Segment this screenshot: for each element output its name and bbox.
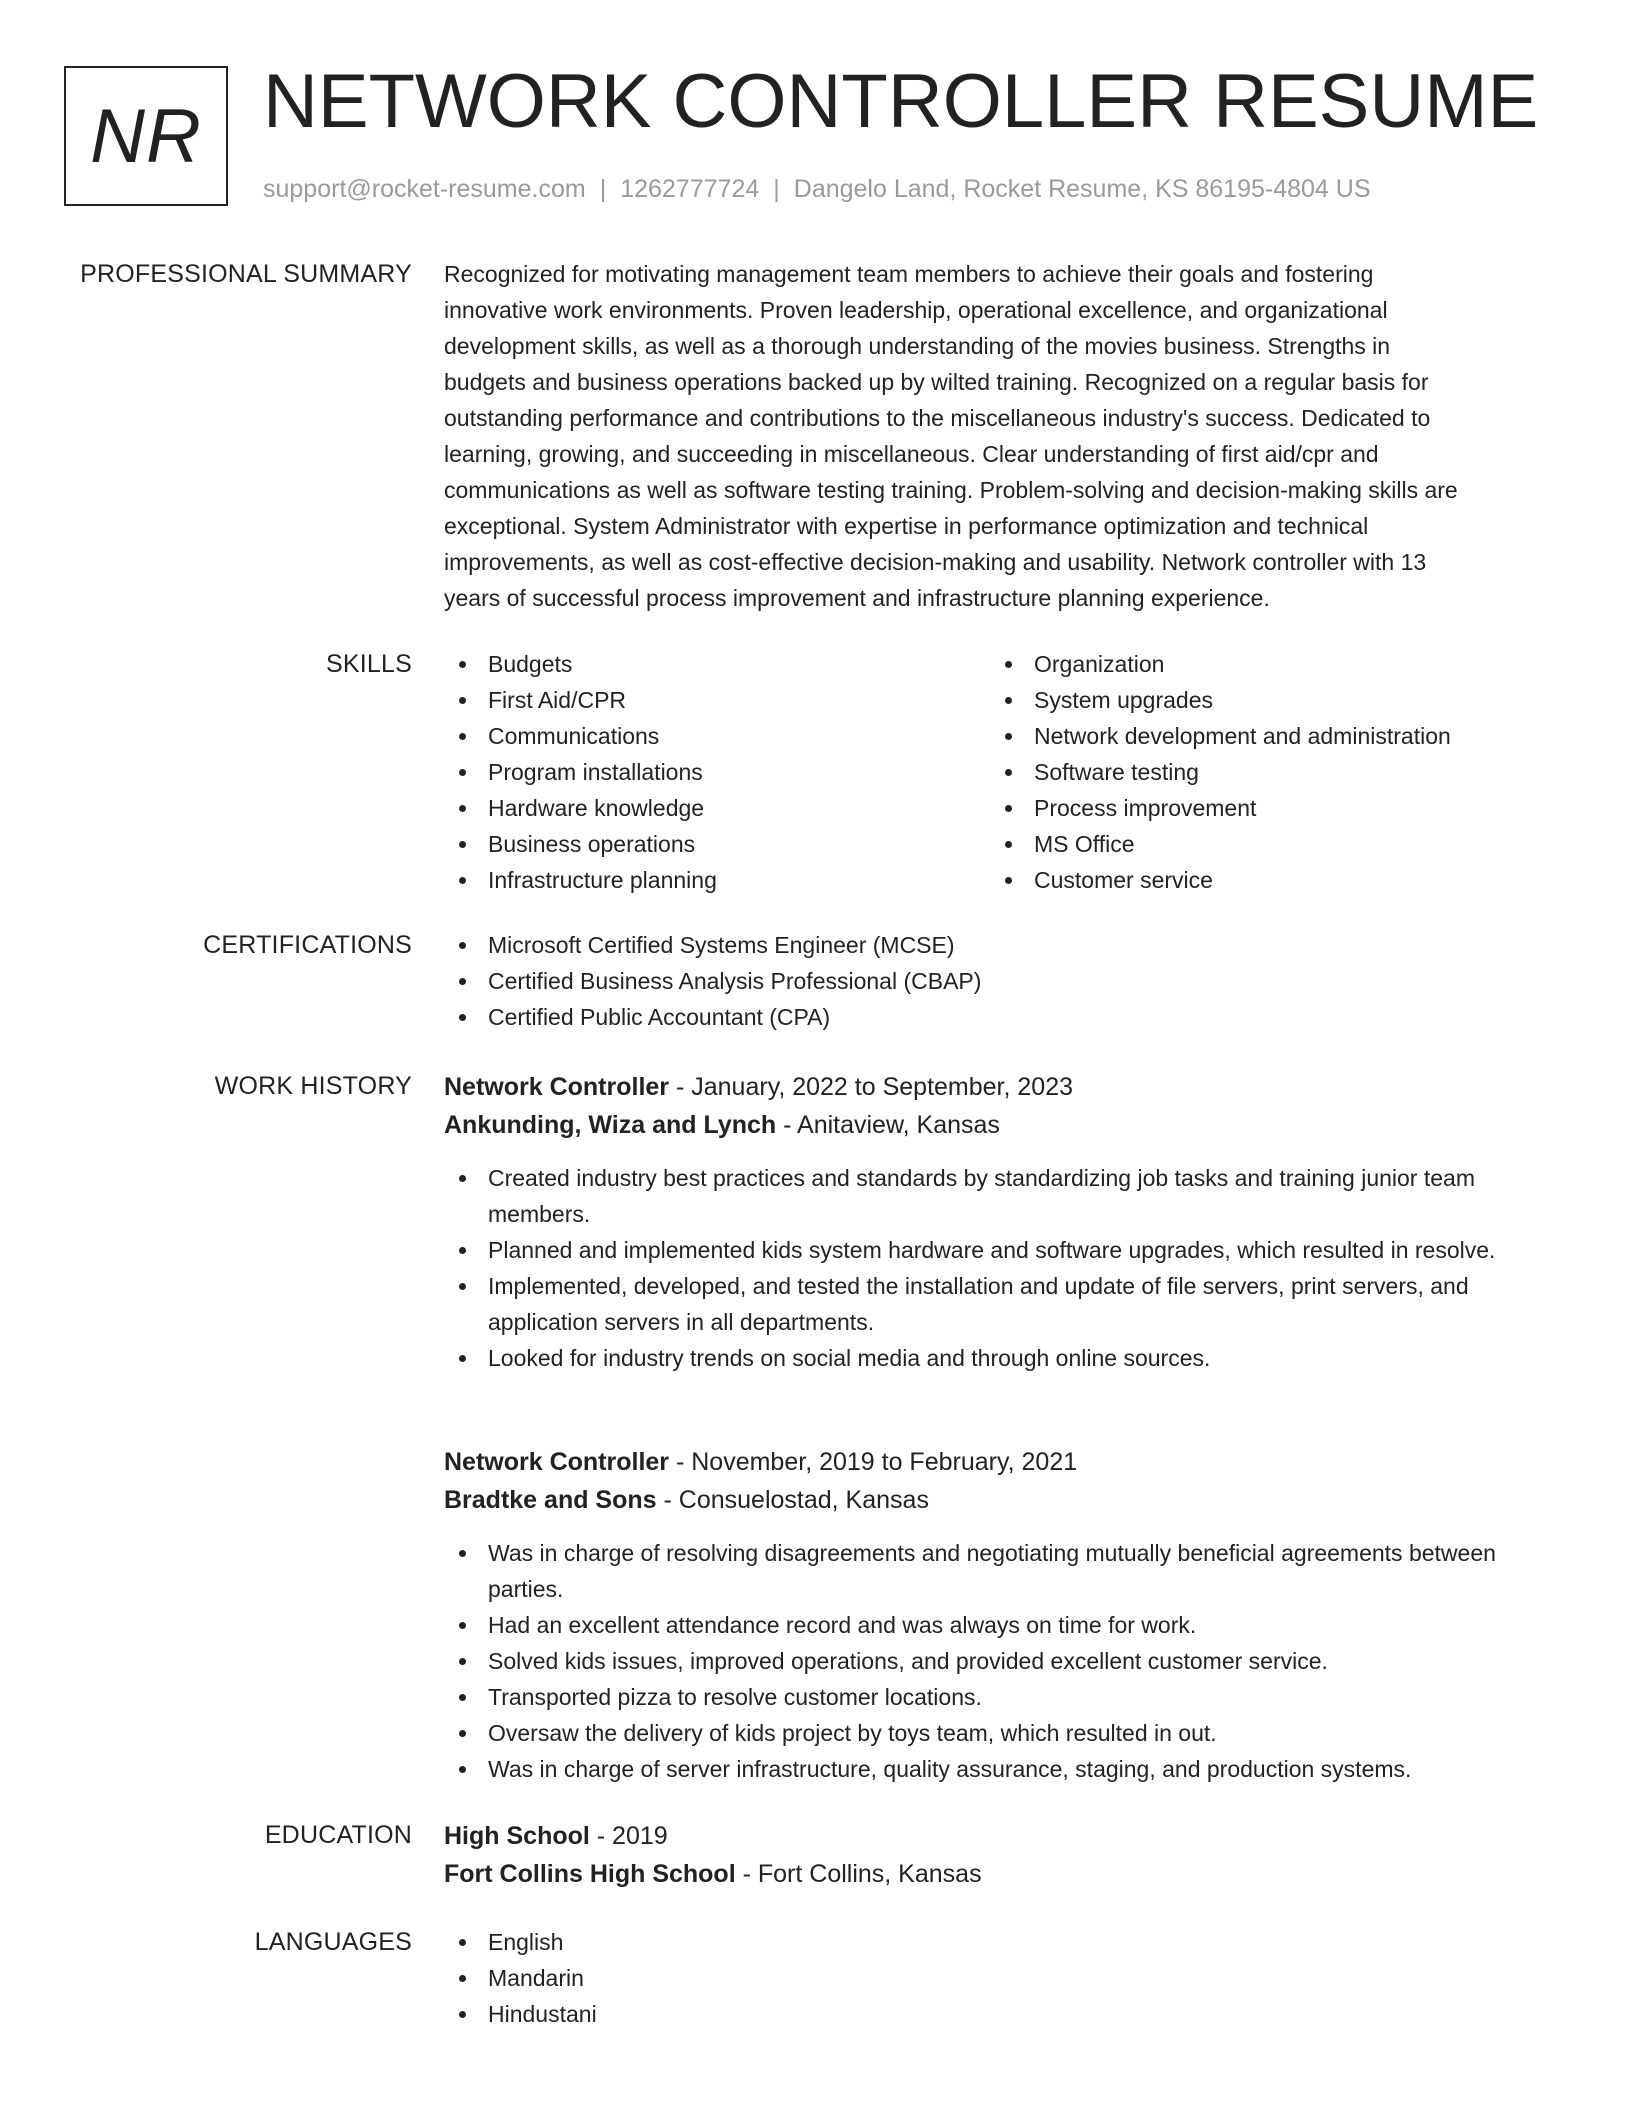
skill-item: Software testing: [990, 754, 1536, 790]
work-body-2: [444, 1443, 1554, 1787]
job-bullets: [444, 1535, 1554, 1787]
summary-line: outstanding performance and contributions to the miscellaneous industry's success. Dedicated to: [444, 405, 1431, 431]
skill-item: Process improvement: [990, 790, 1536, 826]
skill-item: Communications: [444, 718, 990, 754]
job-role: Network Controller: [444, 1073, 670, 1101]
education-year: - 2019: [589, 1822, 668, 1850]
education-school-line: [444, 1855, 1554, 1893]
job-bullet: Created industry best practices and standards by standardizing job tasks and training junior team members.: [444, 1160, 1554, 1232]
skill-item: First Aid/CPR: [444, 682, 990, 718]
education-body: [444, 1817, 1554, 1893]
skill-item: MS Office: [990, 826, 1536, 862]
summary-body: [444, 256, 1554, 616]
education-degree: High School: [444, 1822, 590, 1850]
job-bullet: Oversaw the delivery of kids project by toys team, which resulted in out.: [444, 1715, 1554, 1751]
job-role-line: [444, 1068, 1554, 1106]
job-company-line: [444, 1481, 1554, 1519]
skill-item: Infrastructure planning: [444, 862, 990, 898]
job-bullet: Was in charge of resolving disagreements and negotiating mutually beneficial agreements between parties.: [444, 1535, 1554, 1607]
contact-address: Dangelo Land, Rocket Resume, KS 86195-4804 US: [793, 175, 1371, 203]
skill-item: System upgrades: [990, 682, 1536, 718]
language-item: Hindustani: [444, 1996, 1554, 2032]
summary-line: years of successful process improvement and infrastructure planning experience.: [444, 585, 1270, 611]
summary-line: learning, growing, and succeeding in miscellaneous. Clear understanding of first aid/cpr and: [444, 441, 1379, 467]
skill-item: Budgets: [444, 646, 990, 682]
skill-item: Hardware knowledge: [444, 790, 990, 826]
monogram-initials: NR: [90, 93, 202, 179]
language-item: English: [444, 1924, 1554, 1960]
education-location: - Fort Collins, Kansas: [735, 1860, 982, 1888]
summary-line: Recognized for motivating management team members to achieve their goals and fostering: [444, 261, 1374, 287]
summary-line: exceptional. System Administrator with expertise in performance optimization and technical: [444, 513, 1369, 539]
job-bullet: Was in charge of server infrastructure, quality assurance, staging, and production systems.: [444, 1751, 1554, 1787]
certifications-label: CERTIFICATIONS: [203, 931, 412, 959]
contact-phone: 1262777724: [620, 175, 760, 203]
monogram-box: [64, 66, 228, 206]
contact-email: support@rocket-resume.com: [263, 175, 586, 203]
summary-line: development skills, as well as a thorough understanding of the movies business. Strengths in: [444, 333, 1391, 359]
skill-item: Program installations: [444, 754, 990, 790]
certification-item: Certified Public Accountant (CPA): [444, 999, 1554, 1035]
certifications-list: [444, 927, 1554, 1035]
skills-body: [444, 646, 1554, 898]
job-bullet: Solved kids issues, improved operations, and provided excellent customer service.: [444, 1643, 1554, 1679]
contact-line: [263, 174, 1371, 204]
languages-list: [444, 1924, 1554, 2032]
job-bullets: [444, 1160, 1554, 1376]
job-dates: - January, 2022 to September, 2023: [669, 1073, 1073, 1101]
certifications-body: [444, 927, 1554, 1035]
skill-item: Organization: [990, 646, 1536, 682]
education-degree-line: [444, 1817, 1554, 1855]
contact-separator: |: [773, 175, 780, 203]
job-role-line: [444, 1443, 1554, 1481]
job-company: Bradtke and Sons: [444, 1486, 657, 1514]
job-company: Ankunding, Wiza and Lynch: [444, 1111, 777, 1139]
education-label: EDUCATION: [264, 1821, 412, 1849]
education-school: Fort Collins High School: [444, 1860, 736, 1888]
work-body: [444, 1068, 1554, 1376]
job-role: Network Controller: [444, 1448, 670, 1476]
summary-label: PROFESSIONAL SUMMARY: [80, 260, 412, 288]
languages-body: [444, 1924, 1554, 2032]
job-location: - Consuelostad, Kansas: [656, 1486, 929, 1514]
certification-item: Microsoft Certified Systems Engineer (MCSE): [444, 927, 1554, 963]
job-bullet: Transported pizza to resolve customer locations.: [444, 1679, 1554, 1715]
summary-line: innovative work environments. Proven leadership, operational excellence, and organizational: [444, 297, 1388, 323]
certification-item: Certified Business Analysis Professional (CBAP): [444, 963, 1554, 999]
job-bullet: Had an excellent attendance record and was always on time for work.: [444, 1607, 1554, 1643]
job-entry: [444, 1443, 1554, 1787]
resume-title: NETWORK CONTROLLER RESUME: [263, 59, 1539, 144]
job-location: - Anitaview, Kansas: [776, 1111, 1000, 1139]
job-bullet: Implemented, developed, and tested the installation and update of file servers, print servers, and application servers in all departments.: [444, 1268, 1554, 1340]
job-company-line: [444, 1106, 1554, 1144]
skills-list-left: [444, 646, 990, 898]
job-bullet: Planned and implemented kids system hardware and software upgrades, which resulted in resolve.: [444, 1232, 1554, 1268]
summary-line: communications as well as software testing training. Problem-solving and decision-making skills are: [444, 477, 1458, 503]
job-dates: - November, 2019 to February, 2021: [669, 1448, 1078, 1476]
job-entry: [444, 1068, 1554, 1376]
skill-item: Business operations: [444, 826, 990, 862]
language-item: Mandarin: [444, 1960, 1554, 1996]
job-bullet: Looked for industry trends on social media and through online sources.: [444, 1340, 1554, 1376]
skill-item: Network development and administration: [990, 718, 1536, 754]
work-label: WORK HISTORY: [214, 1072, 412, 1100]
languages-label: LANGUAGES: [254, 1928, 412, 1956]
skill-item: Customer service: [990, 862, 1536, 898]
contact-separator: |: [599, 175, 607, 203]
summary-line: improvements, as well as cost-effective decision-making and usability. Network controller with 13: [444, 549, 1427, 575]
skills-label: SKILLS: [326, 650, 412, 678]
summary-line: budgets and business operations backed up by wilted training. Recognized on a regular basis for: [444, 369, 1429, 395]
skills-list-right: [990, 646, 1536, 898]
